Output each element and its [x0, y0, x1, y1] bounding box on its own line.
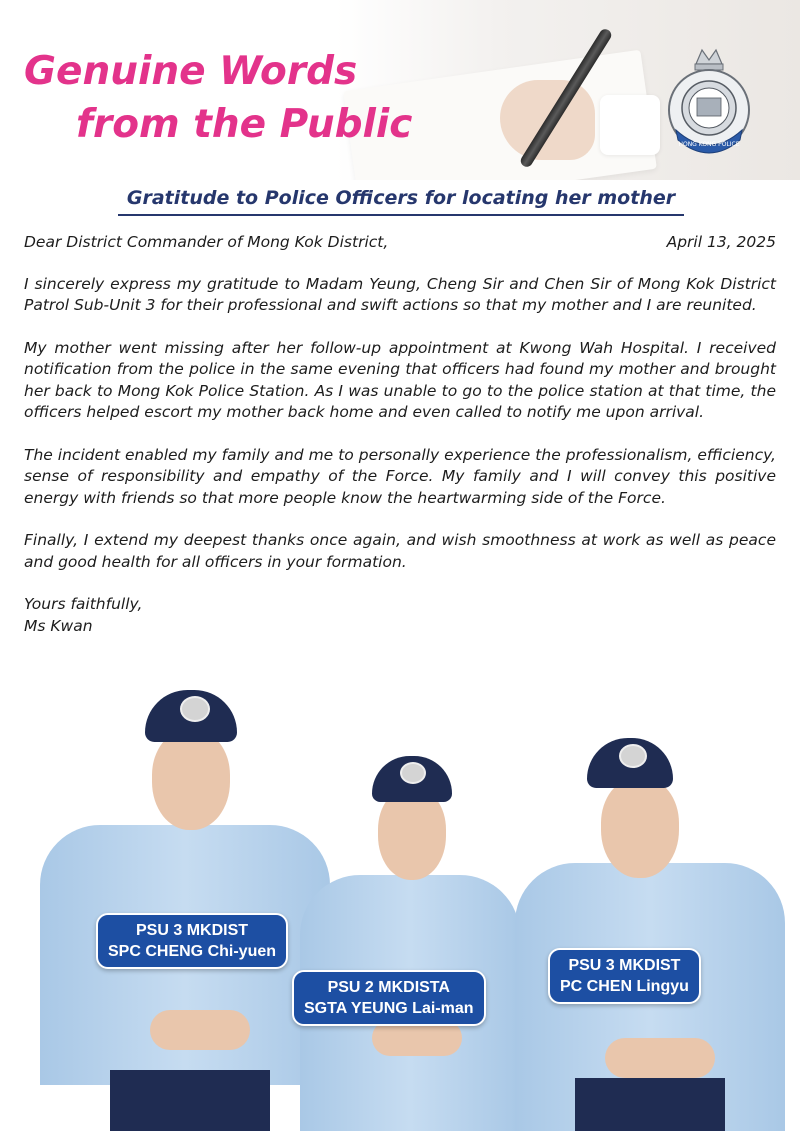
officer-name: PC CHEN Lingyu: [560, 978, 689, 995]
officer-name: SPC CHENG Chi-yuen: [108, 943, 277, 960]
officer-photo-middle: [300, 750, 520, 1131]
officer-photo-right: [515, 738, 785, 1131]
title-line-1: Genuine Words: [24, 49, 358, 94]
officer-unit: PSU 3 MKDIST: [136, 922, 249, 939]
officer-photo-left: [40, 690, 330, 1131]
signoff: [24, 594, 776, 637]
subtitle-bar: [118, 184, 684, 216]
emblem-crown: [695, 50, 723, 70]
officer-label-cheng: [96, 913, 288, 969]
officer-label-chen: [548, 948, 701, 1004]
letter-paragraph: My mother went missing after her follow-up appointment at Kwong Wah Hospital. I received notification from the police in the same evening that officers had found my mother and brought her back to Mong Kok Police Station. As I was unable to go to the police station at that time, the officers helped escort my mother back home and even called to notify me upon arrival.: [24, 338, 776, 421]
cup-image: [600, 95, 660, 155]
officer-unit: PSU 2 MKDISTA: [327, 979, 450, 996]
salutation: Dear District Commander of Mong Kok District,: [24, 233, 389, 251]
letter-paragraph: The incident enabled my family and me to personally experience the professionalism, efficiency, sense of responsibility and empathy of the Force. My family and I will convey this positive energy with friends so that more people know the heartwarming side of the Force.: [24, 445, 776, 507]
hong-kong-police-emblem-icon: [662, 42, 756, 162]
officer-unit: PSU 3 MKDIST: [568, 957, 681, 974]
subtitle: Gratitude to Police Officers for locating her mother: [126, 187, 676, 209]
closing: Yours faithfully,: [24, 595, 143, 613]
officer-label-yeung: [292, 970, 486, 1026]
letter-date: April 13, 2025: [666, 233, 776, 251]
title-line-2: from the Public: [76, 102, 413, 147]
officers-photo: [0, 690, 800, 1131]
letter-body: [24, 232, 776, 637]
letter-paragraph: I sincerely express my gratitude to Madam Yeung, Cheng Sir and Chen Sir of Mong Kok District Patrol Sub-Unit 3 for their professional and swift actions so that my mother and I are reunited.: [24, 274, 776, 314]
emblem-text: HONG KONG POLICE: [678, 141, 740, 148]
signature: Ms Kwan: [24, 616, 93, 635]
officer-name: SGTA YEUNG Lai-man: [304, 1000, 474, 1017]
letter-paragraph: Finally, I extend my deepest thanks once again, and wish smoothness at work as well as peace and good health for all officers in your formation.: [24, 531, 776, 571]
